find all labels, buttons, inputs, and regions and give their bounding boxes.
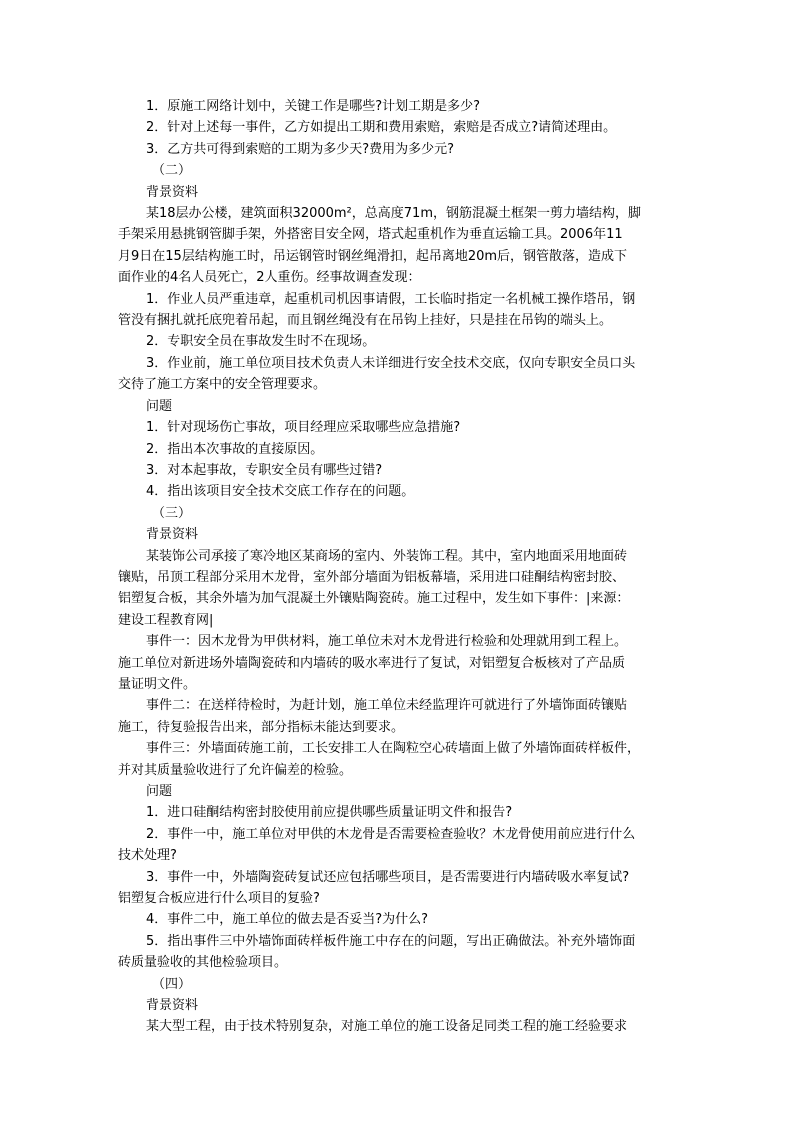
text-line: 交待了施工方案中的安全管理要求。 bbox=[118, 377, 327, 393]
text-line: 施工，待复验报告出来，部分指标未能达到要求。 bbox=[118, 719, 405, 735]
text-line: 背景资料 bbox=[146, 998, 199, 1014]
text-line: 3．事件一中，外墙陶瓷砖复试还应包括哪些项目，是否需要进行内墙砖吸水率复试? bbox=[146, 869, 630, 885]
text-line: 2．针对上述每一事件，乙方如提出工期和费用索赔，索赔是否成立?请简述理由。 bbox=[146, 120, 617, 136]
text-line: 问题 bbox=[146, 398, 173, 414]
text-line: 技术处理? bbox=[118, 848, 177, 864]
text-line: 事件三：外墙面砖施工前，工长安排工人在陶粒空心砖墙面上做了外墙饰面砖样板件， bbox=[146, 741, 641, 757]
text-line: 1．针对现场伤亡事故，项目经理应采取哪些应急措施? bbox=[146, 420, 461, 436]
section-heading: （四） bbox=[152, 976, 192, 992]
text-line: 3．乙方共可得到索赔的工期为多少天?费用为多少元? bbox=[146, 141, 455, 157]
text-line: 5．指出事件三中外墙饰面砖样板件施工中存在的问题，写出正确做法。补充外墙饰面 bbox=[146, 933, 636, 949]
text-line: 某装饰公司承接了寒冷地区某商场的室内、外装饰工程。其中，室内地面采用地面砖 bbox=[146, 548, 628, 564]
text-line: 2．指出本次事故的直接原因。 bbox=[146, 441, 324, 457]
text-line: 3．对本起事故，专职安全员有哪些过错? bbox=[146, 462, 383, 478]
text-line: 3．作业前，施工单位项目技术负责人未详细进行安全技术交底，仅向专职安全员口头 bbox=[146, 355, 636, 371]
text-line: 2．专职安全员在事故发生时不在现场。 bbox=[146, 334, 376, 350]
text-line: 管没有捆扎就托底兜着吊起，而且钢丝绳没有在吊钩上挂好，只是挂在吊钩的端头上。 bbox=[118, 313, 613, 329]
text-line: 量证明文件。 bbox=[118, 676, 197, 692]
text-line: 1．进口硅酮结构密封胶使用前应提供哪些质量证明文件和报告? bbox=[146, 805, 513, 821]
section-heading: （三） bbox=[152, 505, 192, 521]
text-line: 某18层办公楼，建筑面积32000m²，总高度71m，钢筋混凝土框架一剪力墙结构，脚 bbox=[146, 206, 641, 222]
text-line: 背景资料 bbox=[146, 184, 199, 200]
text-line: 月9日在15层结构施工时，吊运钢管时钢丝绳滑扣，起吊离地20m后，钢管散落，造成下 bbox=[118, 248, 628, 264]
text-line: 铝塑复合板，其余外墙为加气混凝土外镶贴陶瓷砖。施工过程中，发生如下事件：|来源： bbox=[118, 591, 630, 607]
text-line: 手架采用悬挑钢管脚手架，外搭密目安全网，塔式起重机作为垂直运输工具。2006年11 bbox=[118, 227, 623, 243]
text-line: 4．事件二中，施工单位的做去是否妥当?为什么? bbox=[146, 912, 429, 928]
text-line: 问题 bbox=[146, 784, 173, 799]
text-line: 事件二：在送样待检时，为赶计划，施工单位未经监理许可就进行了外墙饰面砖镶贴 bbox=[146, 698, 628, 714]
text-line: 某大型工程，由于技术特别复杂，对施工单位的施工设备足同类工程的施工经验要求 bbox=[146, 1019, 628, 1035]
text-line: 1．原施工网络计划中，关键工作是哪些?计划工期是多少? bbox=[146, 99, 481, 114]
section-heading: （二） bbox=[152, 163, 192, 179]
text-line: 铝塑复合板应进行什么项目的复验? bbox=[118, 891, 320, 907]
text-line: 建设工程教育网| bbox=[118, 612, 214, 628]
text-line: 事件一：因木龙骨为甲供材料，施工单位未对木龙骨进行检验和处理就用到工程上。 bbox=[146, 634, 628, 650]
text-line: 2．事件一中，施工单位对甲供的木龙骨是否需要检查验收？木龙骨使用前应进行什么 bbox=[146, 826, 636, 842]
text-line: 砖质量验收的其他检验项目。 bbox=[118, 955, 288, 971]
text-line: 1．作业人员严重违章，起重机司机因事请假，工长临时指定一名机械工操作塔吊，钢 bbox=[146, 291, 636, 307]
text-line: 面作业的4名人员死亡，2人重伤。经事故调查发现： bbox=[118, 270, 421, 286]
text-line: 背景资料 bbox=[146, 527, 199, 543]
text-line: 并对其质量验收进行了允许偏差的检验。 bbox=[118, 762, 353, 778]
text-line: 4．指出该项目安全技术交底工作存在的问题。 bbox=[146, 484, 415, 500]
text-line: 施工单位对新进场外墙陶瓷砖和内墙砖的吸水率进行了复试，对铝塑复合板核对了产品质 bbox=[118, 655, 626, 671]
document-body bbox=[118, 96, 678, 1038]
text-line: 镶贴，吊顶工程部分采用木龙骨，室外部分墙面为铝板幕墙，采用进口硅酮结构密封胶、 bbox=[118, 569, 626, 585]
